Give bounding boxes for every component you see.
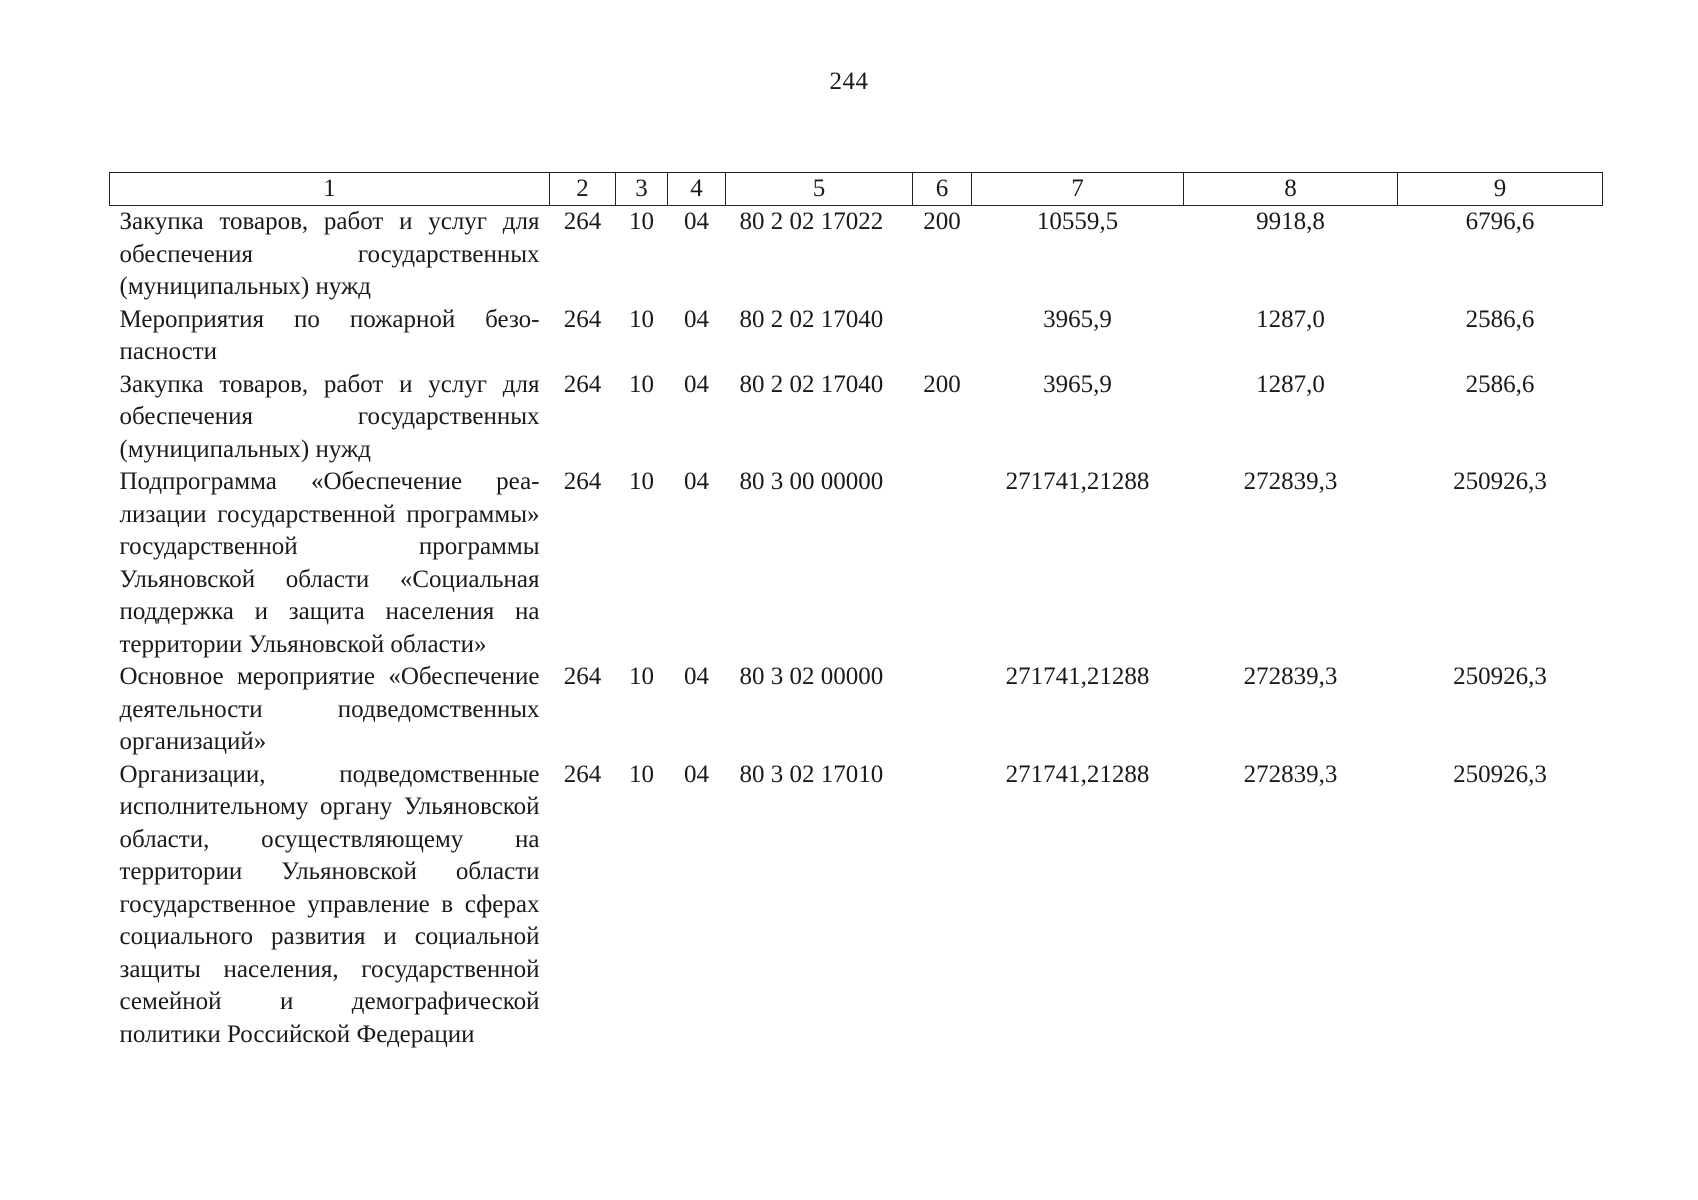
row-c3: 10 (629, 305, 654, 333)
table-row (110, 661, 1603, 759)
row-c8: 1287,0 (1256, 370, 1325, 398)
row-c8: 272839,3 (1243, 468, 1338, 495)
row-c7: 10559,5 (1036, 208, 1119, 235)
row-c6 (913, 759, 972, 1052)
row-c8: 272839,3 (1243, 663, 1338, 690)
row-c9: 250926,3 (1453, 468, 1547, 495)
row-c2: 264 (563, 305, 602, 333)
row-c3: 10 (629, 663, 654, 690)
row-name: Закупка товаров, работ и услуг для обеспечения государственных (муниципальных) нужд (119, 370, 540, 463)
row-c9: 250926,3 (1453, 663, 1547, 690)
row-c2: 264 (563, 370, 602, 398)
budget-table (109, 172, 1603, 1051)
row-c7: 3965,9 (1043, 370, 1112, 398)
row-c7: 271741,21288 (1005, 760, 1150, 788)
row-c8: 1287,0 (1256, 305, 1325, 333)
header-col-2: 2 (550, 173, 616, 206)
row-c2: 264 (563, 468, 602, 495)
header-col-5: 5 (726, 173, 913, 206)
row-c3: 10 (629, 208, 654, 235)
row-c2: 264 (563, 208, 602, 235)
row-c5: 80 2 02 17040 (739, 305, 884, 333)
table-header (110, 173, 1603, 206)
table-row (110, 206, 1603, 304)
row-c9: 6796,6 (1465, 208, 1535, 235)
row-c9: 2586,6 (1465, 305, 1535, 333)
header-col-8: 8 (1184, 173, 1398, 206)
row-c3: 10 (629, 468, 654, 495)
row-c7: 271741,21288 (1005, 468, 1150, 495)
row-c9: 250926,3 (1453, 760, 1547, 788)
row-name: Основное мероприятие «Обеспечение деятельности подведомственных организаций» (119, 663, 540, 755)
row-c8: 9918,8 (1256, 208, 1325, 235)
row-c5: 80 3 00 00000 (739, 468, 884, 495)
header-col-9: 9 (1398, 173, 1603, 206)
row-c6 (913, 466, 972, 661)
row-name: Мероприятия по пожарной безопасности (119, 305, 540, 365)
header-col-3: 3 (616, 173, 668, 206)
table-row (110, 466, 1603, 661)
row-c5: 80 3 02 17010 (739, 760, 884, 788)
row-c6: 200 (923, 208, 961, 235)
header-col-4: 4 (668, 173, 726, 206)
table-body (110, 206, 1603, 1052)
row-name: Закупка товаров, работ и услуг для обеспечения государственных (муниципальных) нужд (119, 208, 540, 300)
row-c4: 04 (684, 760, 709, 788)
row-c7: 271741,21288 (1005, 663, 1150, 690)
row-c3: 10 (629, 370, 654, 398)
row-c9: 2586,6 (1465, 370, 1535, 398)
row-c7: 3965,9 (1043, 305, 1112, 333)
row-c6: 200 (923, 370, 961, 398)
row-c4: 04 (684, 305, 709, 333)
row-c5: 80 2 02 17040 (739, 370, 884, 398)
row-c6 (913, 661, 972, 759)
header-col-7: 7 (972, 173, 1184, 206)
row-c2: 264 (563, 760, 602, 788)
row-c8: 272839,3 (1243, 760, 1338, 788)
table-row (110, 304, 1603, 369)
row-c3: 10 (629, 760, 654, 788)
row-c6 (913, 304, 972, 369)
header-col-1: 1 (110, 173, 550, 206)
row-name: Организации, подведомственные исполнительному органу Ульяновской области, осуществляющему на территории Ульяновской области государственное управление в сферах социального развития и социальной защиты населения, государственной семейной и демографической политики Российской Федерации (119, 760, 540, 1048)
row-c4: 04 (684, 370, 709, 398)
row-c2: 264 (563, 663, 602, 690)
row-c4: 04 (684, 208, 709, 235)
table-row (110, 369, 1603, 467)
row-c5: 80 2 02 17022 (739, 208, 884, 235)
row-c4: 04 (684, 468, 709, 495)
row-name: Подпрограмма «Обеспечение реализации государственной программы» государственной программы Ульяновской области «Социальная поддержка и защита населения на территории Ульяновской области» (119, 468, 540, 658)
header-col-6: 6 (913, 173, 972, 206)
table-row (110, 759, 1603, 1052)
header-row (110, 173, 1603, 206)
row-c5: 80 3 02 00000 (739, 663, 884, 690)
page-number: 244 (829, 68, 869, 95)
row-c4: 04 (684, 663, 709, 690)
